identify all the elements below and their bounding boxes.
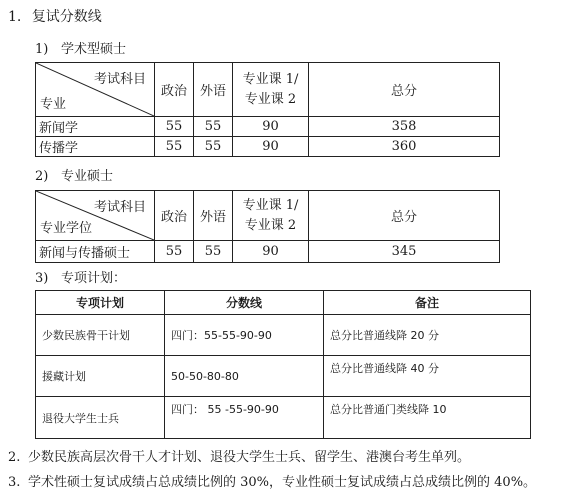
subsection-special: 3) 专项计划： — [35, 271, 127, 286]
col-header: 专业课 1/ 专业课 2 — [233, 191, 309, 241]
table-row: 新闻学 55 55 90 358 — [36, 117, 500, 137]
table-row: 退役大学生士兵 四门： 55 -55-90-90 总分比普通门类线降 10 — [36, 397, 531, 439]
col-header: 总分 — [309, 63, 500, 117]
table-row: 援藏计划 50-50-80-80 总分比普通线降 40 分 — [36, 356, 531, 397]
col-header: 政治 — [155, 63, 194, 117]
table-row: 传播学 55 55 90 360 — [36, 137, 500, 157]
special-plan-table — [35, 290, 531, 439]
col-header: 备注 — [324, 291, 531, 315]
section-heading — [8, 6, 102, 26]
professional-score-table — [35, 190, 500, 263]
heading-number: 1. — [8, 9, 22, 25]
table-row: 少数民族骨干计划 四门：55-55-90-90 总分比普通线降 20 分 — [36, 315, 531, 356]
col-header: 总分 — [309, 191, 500, 241]
heading-text: 复试分数线 — [31, 9, 102, 25]
table-corner: 考试科目 专业学位 — [36, 191, 155, 241]
subsection-academic: 1) 学术型硕士 — [35, 42, 127, 57]
col-header: 外语 — [194, 63, 233, 117]
col-header: 外语 — [194, 191, 233, 241]
footnote-2: 2. 少数民族高层次骨干人才计划、退役大学生士兵、留学生、港澳台考生单列。 — [8, 450, 471, 465]
col-header: 专业课 1/ 专业课 2 — [233, 63, 309, 117]
footnote-3: 3. 学术性硕士复试成绩占总成绩比例的 30%，专业性硕士复试成绩占总成绩比例的 40%。 — [8, 475, 537, 490]
subsection-professional: 2) 专业硕士 — [35, 169, 114, 184]
col-header: 分数线 — [165, 291, 324, 315]
table-corner: 考试科目 专业 — [36, 63, 155, 117]
table-row: 新闻与传播硕士 55 55 90 345 — [36, 241, 500, 263]
academic-score-table — [35, 62, 500, 157]
col-header: 专项计划 — [36, 291, 165, 315]
col-header: 政治 — [155, 191, 194, 241]
